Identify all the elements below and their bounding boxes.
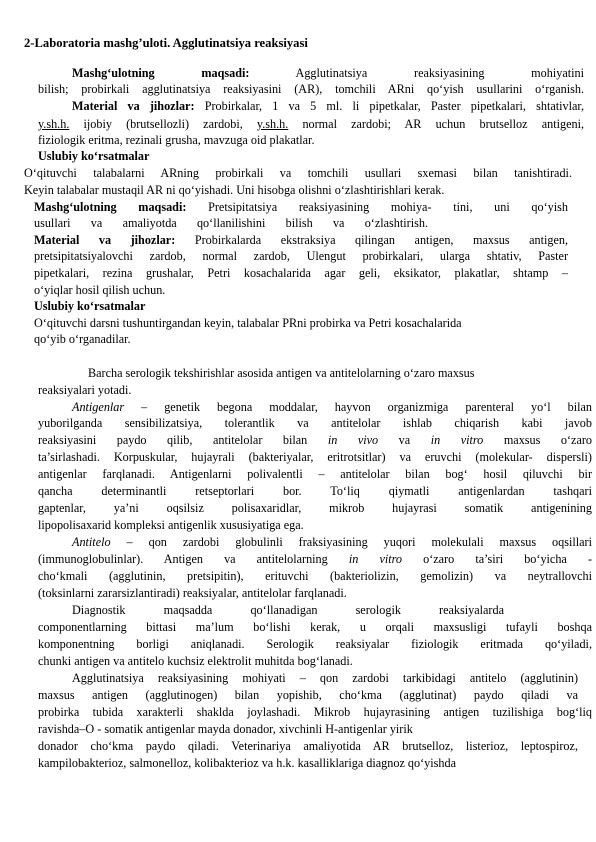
s2-materials-label: Material va jihozlar: [34,233,176,247]
s1-method-line-2: Keyin talabalar mustaqil AR ni qo‘yishadi. Uni hisobga olishni o‘zlashtirishlari kerak. [24,183,445,197]
s2-materials-line-3: pipetkalari, rezina grushalar, Petri kosachalarida agar geli, eksikator, plakatlar, shtamp – [34,266,568,280]
p2-in-vivo: in vivo [327,433,379,447]
p4-line-1: Diagnostik maqsadda qo‘llanadigan serologik reaksiyalarda [72,603,504,617]
s2-materials-line-2: pretsipitatsiyalovchi zardob, normal zardob, Ulengut probirkalari, ularga shtativ, Paster [34,249,568,263]
p2-line-3 [38,433,592,447]
s1-method-line-1: O‘qituvchi talabalarni ARning probirkali va tomchili usullari sxemasi bilan tanishtiradi. [24,166,572,180]
p2-line-1 [72,400,592,414]
p2-in-vitro: in vitro [430,433,484,447]
s1-materials-line [72,99,584,113]
p1-line-1: Barcha serologik tekshirishlar asosida antigen va antitelolarning o‘zaro maxsus [88,366,475,380]
s1-materials-line-2 [38,117,584,131]
p3-in-vitro: in vitro [348,552,403,566]
p2-line-4: ta’sirlashadi. Korpuskular, hujayrali (bakteriyalar, eritrotsitlar) va eruvchi (molekular- dispersli) [38,450,592,464]
p2-line-7: gaptenlar, ya’ni oqsilsiz polisaxaridlar, mikrob hujayrasi somatik antigenining [38,501,592,515]
p3-line-4: (toksinlarni zararsizlantiradi) reaksiyalar, antitelolar farqlanadi. [38,586,347,600]
s2-method-heading: Uslubiy ko‘rsatmalar [34,299,146,313]
p2-line-2: yuborilganda sensibilizatsiya, tolerantlik va antitelolar ishlab chiqarish kabi javob [38,416,592,430]
p5-line-1: Agglutinatsiya reaksiyasining mohiyati – qon zardobi tarkibidagi antitelo (agglutinin) [72,671,578,685]
p3-line-2a: (immunoglobulinlar). Antigen va antitelolarning [38,552,328,566]
p2-line-6: qancha determinantli retseptorlari bor. To‘liq qiymatli antigenlardan tashqari [38,484,592,498]
s2-materials-line-4: o‘yiqlar hosil qilish uchun. [34,283,166,297]
s1-goal-line-2: bilish; probirkali agglutinatsiya reaksiyasini (AR), tomchili ARni qo‘yish usullarini o‘rganish. [38,82,584,96]
s2-goal-text: Pretsipitatsiya reaksiyasining mohiya- tini, uni qo‘yish [208,200,568,214]
p2-line-8: lipopolisaxarid kompleksi antigenlik xususiyatiga ega. [38,518,304,532]
p5-line-5: donador cho‘kma paydo qiladi. Veterinariya amaliyotida AR brutselloz, listerioz, leptospiroz, [38,739,578,753]
s2-method-line-2: qo‘yib o‘rganadilar. [34,332,131,346]
p2-line-5: antigenlar farqlanadi. Antigenlarni polivalentli – antitelolar bilan bog‘ hosil qiluvchi bir [38,467,592,481]
p2-line-1-text: – genetik begona moddalar, hayvon organizmiga parenteral yo‘l bilan [141,400,593,414]
s1-materials-text: Probirkalar, 1 va 5 ml. li pipetkalar, Paster pipetkalari, shtativlar, [204,99,585,113]
s1-abbrev-2: y.sh.h. [256,117,289,131]
s1-goal-label: Mashg‘ulotning maqsadi: [72,66,250,80]
p5-line-3: probirka tubida xarakterli shaklda joylashadi. Mikrob hujayrasining antigen tuzilishiga bog‘liq [38,705,592,719]
p2-line-3a: reaksiyasini paydo qilib, antitelolar bilan [38,433,308,447]
p4-line-4: chunki antigen va antitelo kuchsiz elektrolit muhitda bog‘lanadi. [38,654,353,668]
page-title: 2-Laboratoria mashg’uloti. Agglutinatsiya reaksiyasi [24,36,308,50]
s2-goal-line-2: usullari va amaliyotda qo‘llanilishini bilish va o‘zlashtirish. [34,216,428,230]
s1-abbrev-1: y.sh.h. [38,117,70,131]
s1-goal-line [72,66,584,80]
p5-line-6: kampilobakterioz, salmonelloz, kolibakterioz va h.k. kasalliklariga diagnoz qo‘yishda [38,756,456,770]
s1-materials-line-3: fiziologik eritma, rezinali grusha, mavzuga oid plakatlar. [38,133,315,147]
s1-goal-text: Agglutinatsiya reaksiyasining mohiyatini [295,66,584,80]
p3-line-3: cho‘kmali (agglutinin, pretsipitin), erituvchi (bakteriolizin, gemolizin) va neytrallovchi [38,569,592,583]
p3-line-2b: o‘zaro ta’siri bo‘yicha - [423,552,593,566]
p4-line-2: componentlarning bittasi ma’lum bo‘lishi kerak, u orqali maxsusligi tufayli boshqa [38,620,592,634]
s2-materials-line [34,233,568,247]
p3-line-1-text: – qon zardobi globulinli fraksiyasining yuqori molekulali maxsus oqsillari [126,535,592,549]
s1-materials-rest: normal zardobi; AR uchun brutselloz antigeni, [302,117,584,131]
s2-goal-label: Mashg‘ulotning maqsadi: [34,200,187,214]
s1-method-heading: Uslubiy ko‘rsatmalar [38,149,150,163]
p2-line-3b: va [398,433,411,447]
s2-method-line-1: O‘qituvchi darsni tushuntirgandan keyin, talabalar PRni probirka va Petri kosachalarida [34,316,462,330]
p4-line-3: komponentning borligi aniqlanadi. Serologik reaksiyalar fiziologik eritmada qo‘yiladi, [38,637,592,651]
p5-line-4: ravishda–O - somatik antigenlar mayda donador, xivchinli H-antigenlar yirik [38,722,413,736]
s2-goal-line [34,200,568,214]
p2-term-antigens: Antigenlar [72,400,125,414]
s1-materials-label: Material va jihozlar: [72,99,195,113]
p2-line-3c: maxsus o‘zaro [503,433,593,447]
p3-term-antitelo: Antitelo [72,535,111,549]
p3-line-2 [38,552,592,566]
p1-line-2: reaksiyalari yotadi. [38,383,132,397]
s2-materials-text: Probirkalarda ekstraksiya qilingan antigen, maxsus antigen, [194,233,569,247]
s1-materials-mid: ijobiy (brutsellozli) zardobi, [83,117,243,131]
p3-line-1 [72,535,592,549]
p5-line-2: maxsus antigen (agglutinogen) bilan yopishib, cho‘kma (agglutinat) paydo qiladi va [38,688,578,702]
